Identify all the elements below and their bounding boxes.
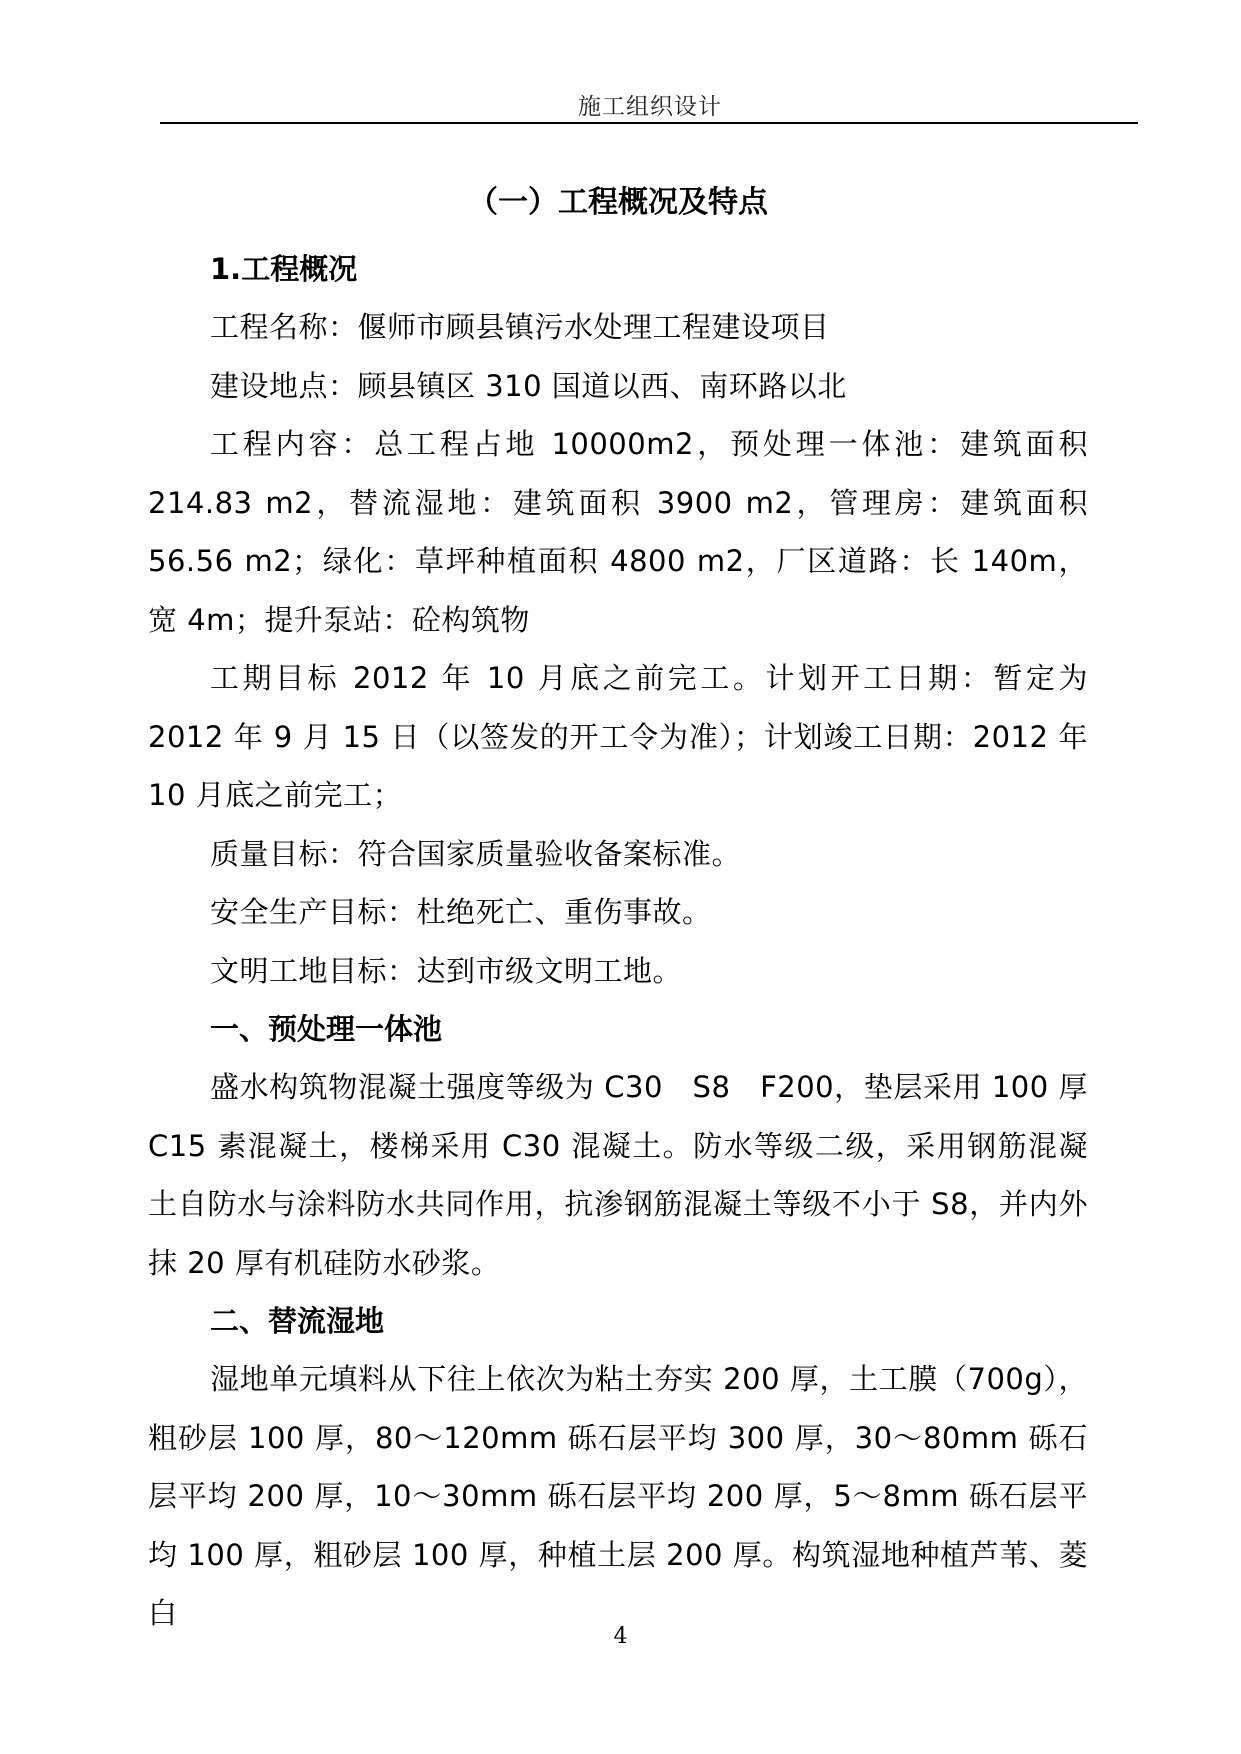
safety-target-paragraph: 安全生产目标：杜绝死亡、重伤事故。 [210,895,712,929]
heading-wetland: 二、替流湿地 [210,1304,385,1338]
wetland-paragraph: 湿地单元填料从下往上依次为粘土夯实 200 厚，土工膜（700g），粗砂层 100 厚，80～120mm 砾石层平均 300 厚，30～80mm 砾石层平均 200 厚，10～30mm 砾石层平均 200 厚，5～8mm 砾石层平均 100 厚，粗砂层 100 厚，种植土层 200 厚。构筑湿地种植芦苇、菱白 [148,1362,1088,1630]
quality-target-paragraph: 质量目标：符合国家质量验收备案标准。 [210,836,742,871]
section-title: （一）工程概况及特点 [468,185,768,220]
project-content-paragraph: 工程内容：总工程占地 10000m2，预处理一体池：建筑面积 214.83 m2，替流湿地：建筑面积 3900 m2，管理房：建筑面积 56.56 m2；绿化：草坪种植面积 4800 m2，厂区道路：长 140m，宽 4m；提升泵站：砼构筑物 [148,427,1088,637]
subsection-heading-overview: 1.工程概况 [210,252,358,286]
document-body [148,178,1088,1643]
page-number: 4 [613,1624,628,1649]
heading-pretreatment-tank: 一、预处理一体池 [210,1012,443,1046]
header-divider [160,122,1138,124]
civil-site-target-paragraph: 文明工地目标：达到市级文明工地。 [210,953,683,988]
page-header: 施工组织设计 [578,94,722,120]
pretreatment-tank-paragraph: 盛水构筑物混凝土强度等级为 C30 S8 F200，垫层采用 100 厚 C15 素混凝土，楼梯采用 C30 混凝土。防水等级二级，采用钢筋混凝土自防水与涂料防水共同作用，抗渗钢筋混凝土等级不小于 S8，并内外抹 20 厚有机硅防水砂浆。 [148,1070,1088,1280]
schedule-paragraph: 工期目标 2012 年 10 月底之前完工。计划开工日期：暂定为 2012 年 9 月 15 日（以签发的开工令为准）；计划竣工日期：2012 年 10 月底之前完工； [148,661,1088,812]
project-location-paragraph: 建设地点：顾县镇区 310 国道以西、南环路以北 [210,368,847,403]
project-name-paragraph: 工程名称：偃师市顾县镇污水处理工程建设项目 [210,310,830,344]
